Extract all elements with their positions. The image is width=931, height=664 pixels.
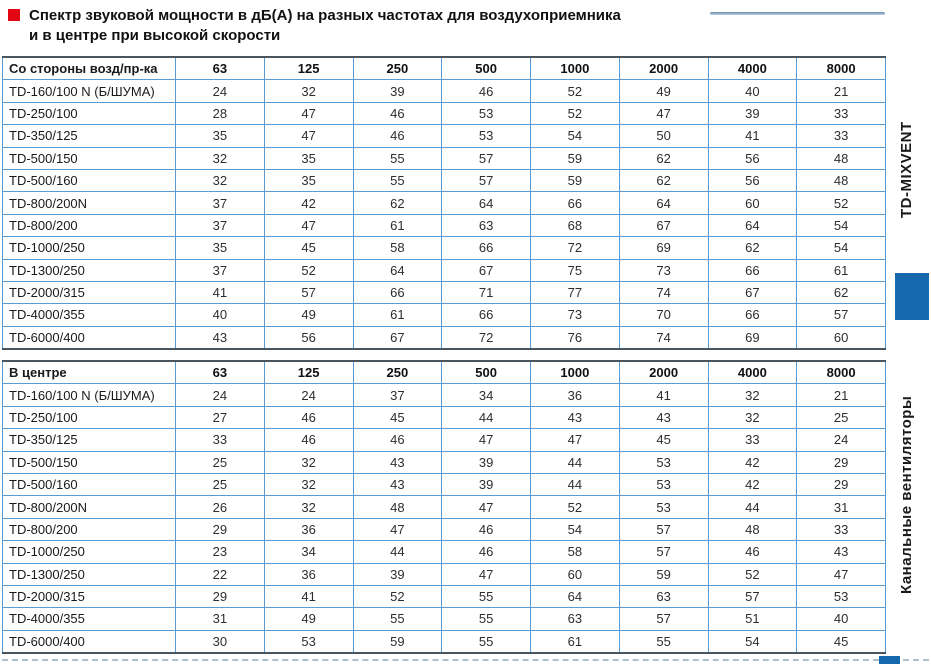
page-title — [8, 6, 708, 46]
table-row — [3, 237, 886, 259]
value-cell: 30 — [176, 630, 265, 653]
value-cell: 25 — [797, 406, 886, 428]
table-row — [3, 326, 886, 349]
value-cell: 47 — [264, 125, 353, 147]
model-name-cell: TD-500/150 — [3, 451, 176, 473]
table-row — [3, 80, 886, 102]
value-cell: 47 — [353, 518, 442, 540]
value-cell: 53 — [797, 585, 886, 607]
value-cell: 66 — [442, 304, 531, 326]
value-cell: 46 — [264, 429, 353, 451]
value-cell: 46 — [353, 429, 442, 451]
value-cell: 46 — [442, 541, 531, 563]
value-cell: 42 — [708, 451, 797, 473]
value-cell: 53 — [442, 102, 531, 124]
value-cell: 35 — [176, 125, 265, 147]
value-cell: 27 — [176, 406, 265, 428]
value-cell: 41 — [264, 585, 353, 607]
value-cell: 66 — [708, 304, 797, 326]
value-cell: 55 — [619, 630, 708, 653]
value-cell: 41 — [176, 281, 265, 303]
table-row — [3, 125, 886, 147]
value-cell: 45 — [353, 406, 442, 428]
model-name-cell: TD-1000/250 — [3, 237, 176, 259]
value-cell: 52 — [531, 496, 620, 518]
value-cell: 44 — [353, 541, 442, 563]
value-cell: 66 — [442, 237, 531, 259]
value-cell: 32 — [264, 451, 353, 473]
value-cell: 54 — [531, 518, 620, 540]
model-name-cell: TD-160/100 N (Б/ШУМА) — [3, 80, 176, 102]
value-cell: 63 — [531, 608, 620, 630]
value-cell: 34 — [264, 541, 353, 563]
value-cell: 60 — [708, 192, 797, 214]
value-cell: 25 — [176, 473, 265, 495]
sidebar-category-label: Канальные вентиляторы — [898, 395, 915, 595]
table-row — [3, 214, 886, 236]
value-cell: 57 — [264, 281, 353, 303]
value-cell: 57 — [442, 147, 531, 169]
value-cell: 35 — [176, 237, 265, 259]
value-cell: 32 — [264, 473, 353, 495]
table-corner-header: В центре — [3, 361, 176, 384]
value-cell: 77 — [531, 281, 620, 303]
table-row — [3, 192, 886, 214]
value-cell: 53 — [619, 496, 708, 518]
table-air-intake-side — [2, 56, 886, 350]
table-row — [3, 169, 886, 191]
value-cell: 24 — [176, 80, 265, 102]
value-cell: 67 — [353, 326, 442, 349]
value-cell: 57 — [619, 518, 708, 540]
value-cell: 57 — [797, 304, 886, 326]
value-cell: 47 — [264, 214, 353, 236]
value-cell: 47 — [264, 102, 353, 124]
value-cell: 36 — [264, 563, 353, 585]
value-cell: 48 — [797, 147, 886, 169]
value-cell: 69 — [619, 237, 708, 259]
table-row — [3, 102, 886, 124]
value-cell: 48 — [797, 169, 886, 191]
value-cell: 41 — [708, 125, 797, 147]
model-name-cell: TD-800/200 — [3, 214, 176, 236]
value-cell: 66 — [708, 259, 797, 281]
value-cell: 35 — [264, 169, 353, 191]
value-cell: 53 — [442, 125, 531, 147]
value-cell: 58 — [353, 237, 442, 259]
value-cell: 54 — [708, 630, 797, 653]
value-cell: 46 — [442, 80, 531, 102]
value-cell: 33 — [797, 518, 886, 540]
frequency-header: 63 — [176, 57, 265, 80]
table-row — [3, 518, 886, 540]
value-cell: 64 — [708, 214, 797, 236]
value-cell: 36 — [531, 384, 620, 406]
model-name-cell: TD-1000/250 — [3, 541, 176, 563]
value-cell: 40 — [708, 80, 797, 102]
value-cell: 31 — [797, 496, 886, 518]
sidebar-series-label: TD-MIXVENT — [898, 121, 915, 219]
value-cell: 57 — [619, 608, 708, 630]
value-cell: 24 — [264, 384, 353, 406]
value-cell: 32 — [708, 384, 797, 406]
value-cell: 21 — [797, 384, 886, 406]
frequency-header: 2000 — [619, 57, 708, 80]
value-cell: 29 — [176, 585, 265, 607]
value-cell: 29 — [176, 518, 265, 540]
frequency-header: 250 — [353, 361, 442, 384]
frequency-header: 250 — [353, 57, 442, 80]
frequency-header: 2000 — [619, 361, 708, 384]
value-cell: 61 — [531, 630, 620, 653]
value-cell: 54 — [531, 125, 620, 147]
model-name-cell: TD-350/125 — [3, 429, 176, 451]
value-cell: 46 — [442, 518, 531, 540]
value-cell: 47 — [442, 496, 531, 518]
value-cell: 56 — [708, 169, 797, 191]
value-cell: 47 — [531, 429, 620, 451]
value-cell: 62 — [353, 192, 442, 214]
value-cell: 33 — [797, 125, 886, 147]
value-cell: 54 — [797, 214, 886, 236]
value-cell: 46 — [353, 125, 442, 147]
model-name-cell: TD-500/150 — [3, 147, 176, 169]
value-cell: 22 — [176, 563, 265, 585]
value-cell: 59 — [619, 563, 708, 585]
table-row — [3, 608, 886, 630]
value-cell: 32 — [264, 80, 353, 102]
value-cell: 64 — [619, 192, 708, 214]
value-cell: 53 — [619, 473, 708, 495]
value-cell: 61 — [353, 214, 442, 236]
value-cell: 39 — [353, 80, 442, 102]
value-cell: 53 — [264, 630, 353, 653]
value-cell: 55 — [353, 169, 442, 191]
table-row — [3, 304, 886, 326]
value-cell: 37 — [176, 259, 265, 281]
value-cell: 66 — [531, 192, 620, 214]
frequency-header: 4000 — [708, 361, 797, 384]
value-cell: 59 — [353, 630, 442, 653]
table-row — [3, 451, 886, 473]
value-cell: 62 — [619, 147, 708, 169]
value-cell: 51 — [708, 608, 797, 630]
value-cell: 54 — [797, 237, 886, 259]
value-cell: 25 — [176, 451, 265, 473]
value-cell: 64 — [353, 259, 442, 281]
value-cell: 35 — [264, 147, 353, 169]
value-cell: 45 — [797, 630, 886, 653]
value-cell: 70 — [619, 304, 708, 326]
table-row — [3, 429, 886, 451]
value-cell: 43 — [353, 451, 442, 473]
value-cell: 39 — [353, 563, 442, 585]
value-cell: 31 — [176, 608, 265, 630]
frequency-header: 4000 — [708, 57, 797, 80]
value-cell: 33 — [176, 429, 265, 451]
value-cell: 61 — [797, 259, 886, 281]
value-cell: 43 — [353, 473, 442, 495]
model-name-cell: TD-1300/250 — [3, 259, 176, 281]
value-cell: 74 — [619, 281, 708, 303]
value-cell: 41 — [619, 384, 708, 406]
value-cell: 72 — [531, 237, 620, 259]
model-name-cell: TD-800/200 — [3, 518, 176, 540]
value-cell: 47 — [442, 563, 531, 585]
table-header-row — [3, 361, 886, 384]
value-cell: 47 — [442, 429, 531, 451]
value-cell: 32 — [264, 496, 353, 518]
value-cell: 28 — [176, 102, 265, 124]
value-cell: 67 — [619, 214, 708, 236]
value-cell: 56 — [264, 326, 353, 349]
value-cell: 52 — [353, 585, 442, 607]
value-cell: 57 — [442, 169, 531, 191]
value-cell: 52 — [531, 102, 620, 124]
value-cell: 45 — [264, 237, 353, 259]
value-cell: 63 — [442, 214, 531, 236]
value-cell: 46 — [708, 541, 797, 563]
value-cell: 43 — [176, 326, 265, 349]
frequency-header: 1000 — [531, 361, 620, 384]
value-cell: 55 — [442, 630, 531, 653]
frequency-header: 125 — [264, 57, 353, 80]
value-cell: 71 — [442, 281, 531, 303]
value-cell: 39 — [442, 451, 531, 473]
value-cell: 21 — [797, 80, 886, 102]
model-name-cell: TD-4000/355 — [3, 304, 176, 326]
value-cell: 52 — [531, 80, 620, 102]
model-name-cell: TD-6000/400 — [3, 326, 176, 349]
table-in-center — [2, 360, 886, 654]
title-rule-line — [710, 12, 885, 15]
table-corner-header: Со стороны возд/пр-ка — [3, 57, 176, 80]
value-cell: 62 — [797, 281, 886, 303]
value-cell: 76 — [531, 326, 620, 349]
frequency-header: 8000 — [797, 361, 886, 384]
table-row — [3, 147, 886, 169]
value-cell: 40 — [176, 304, 265, 326]
value-cell: 52 — [797, 192, 886, 214]
table-row — [3, 496, 886, 518]
value-cell: 46 — [264, 406, 353, 428]
value-cell: 24 — [797, 429, 886, 451]
value-cell: 32 — [176, 147, 265, 169]
model-name-cell: TD-2000/315 — [3, 281, 176, 303]
table-row — [3, 473, 886, 495]
sidebar-accent-square — [895, 273, 929, 320]
value-cell: 24 — [176, 384, 265, 406]
value-cell: 44 — [531, 473, 620, 495]
value-cell: 68 — [531, 214, 620, 236]
model-name-cell: TD-6000/400 — [3, 630, 176, 653]
bottom-accent-mark — [879, 656, 900, 664]
table-row — [3, 406, 886, 428]
value-cell: 63 — [619, 585, 708, 607]
value-cell: 62 — [708, 237, 797, 259]
value-cell: 43 — [531, 406, 620, 428]
table-row — [3, 281, 886, 303]
value-cell: 72 — [442, 326, 531, 349]
value-cell: 74 — [619, 326, 708, 349]
value-cell: 40 — [797, 608, 886, 630]
model-name-cell: TD-350/125 — [3, 125, 176, 147]
table-row — [3, 585, 886, 607]
value-cell: 49 — [619, 80, 708, 102]
page-title-line2: и в центре при высокой скорости — [29, 27, 281, 44]
value-cell: 73 — [531, 304, 620, 326]
value-cell: 62 — [619, 169, 708, 191]
value-cell: 39 — [708, 102, 797, 124]
value-cell: 55 — [442, 585, 531, 607]
value-cell: 37 — [176, 214, 265, 236]
value-cell: 48 — [353, 496, 442, 518]
value-cell: 75 — [531, 259, 620, 281]
value-cell: 48 — [708, 518, 797, 540]
value-cell: 37 — [353, 384, 442, 406]
section-bullet-square — [8, 9, 20, 21]
table-row — [3, 541, 886, 563]
model-name-cell: TD-250/100 — [3, 406, 176, 428]
value-cell: 34 — [442, 384, 531, 406]
value-cell: 33 — [797, 102, 886, 124]
model-name-cell: TD-800/200N — [3, 496, 176, 518]
value-cell: 57 — [708, 585, 797, 607]
value-cell: 37 — [176, 192, 265, 214]
value-cell: 42 — [708, 473, 797, 495]
value-cell: 66 — [353, 281, 442, 303]
frequency-header: 125 — [264, 361, 353, 384]
value-cell: 47 — [797, 563, 886, 585]
value-cell: 29 — [797, 473, 886, 495]
value-cell: 61 — [353, 304, 442, 326]
value-cell: 23 — [176, 541, 265, 563]
frequency-header: 1000 — [531, 57, 620, 80]
value-cell: 60 — [531, 563, 620, 585]
value-cell: 52 — [708, 563, 797, 585]
value-cell: 26 — [176, 496, 265, 518]
value-cell: 67 — [708, 281, 797, 303]
value-cell: 64 — [442, 192, 531, 214]
value-cell: 67 — [442, 259, 531, 281]
value-cell: 32 — [176, 169, 265, 191]
value-cell: 39 — [442, 473, 531, 495]
value-cell: 55 — [353, 147, 442, 169]
model-name-cell: TD-2000/315 — [3, 585, 176, 607]
value-cell: 47 — [619, 102, 708, 124]
value-cell: 44 — [442, 406, 531, 428]
value-cell: 36 — [264, 518, 353, 540]
value-cell: 46 — [353, 102, 442, 124]
frequency-header: 500 — [442, 57, 531, 80]
value-cell: 58 — [531, 541, 620, 563]
model-name-cell: TD-500/160 — [3, 473, 176, 495]
value-cell: 69 — [708, 326, 797, 349]
frequency-header: 8000 — [797, 57, 886, 80]
value-cell: 45 — [619, 429, 708, 451]
page-title-line1: Спектр звуковой мощности в дБ(А) на разных частотах для воздухоприемника — [29, 7, 621, 24]
model-name-cell: TD-800/200N — [3, 192, 176, 214]
value-cell: 44 — [708, 496, 797, 518]
value-cell: 33 — [708, 429, 797, 451]
value-cell: 44 — [531, 451, 620, 473]
value-cell: 43 — [797, 541, 886, 563]
value-cell: 52 — [264, 259, 353, 281]
table-row — [3, 630, 886, 653]
model-name-cell: TD-1300/250 — [3, 563, 176, 585]
value-cell: 73 — [619, 259, 708, 281]
model-name-cell: TD-160/100 N (Б/ШУМА) — [3, 384, 176, 406]
value-cell: 49 — [264, 304, 353, 326]
value-cell: 50 — [619, 125, 708, 147]
value-cell: 53 — [619, 451, 708, 473]
value-cell: 49 — [264, 608, 353, 630]
value-cell: 57 — [619, 541, 708, 563]
value-cell: 60 — [797, 326, 886, 349]
value-cell: 55 — [442, 608, 531, 630]
model-name-cell: TD-4000/355 — [3, 608, 176, 630]
value-cell: 59 — [531, 169, 620, 191]
frequency-header: 63 — [176, 361, 265, 384]
page-bottom-rule — [2, 659, 929, 661]
frequency-header: 500 — [442, 361, 531, 384]
table-header-row — [3, 57, 886, 80]
value-cell: 56 — [708, 147, 797, 169]
value-cell: 43 — [619, 406, 708, 428]
value-cell: 32 — [708, 406, 797, 428]
value-cell: 59 — [531, 147, 620, 169]
value-cell: 55 — [353, 608, 442, 630]
model-name-cell: TD-250/100 — [3, 102, 176, 124]
model-name-cell: TD-500/160 — [3, 169, 176, 191]
value-cell: 42 — [264, 192, 353, 214]
table-row — [3, 384, 886, 406]
table-row — [3, 563, 886, 585]
table-row — [3, 259, 886, 281]
value-cell: 29 — [797, 451, 886, 473]
value-cell: 64 — [531, 585, 620, 607]
